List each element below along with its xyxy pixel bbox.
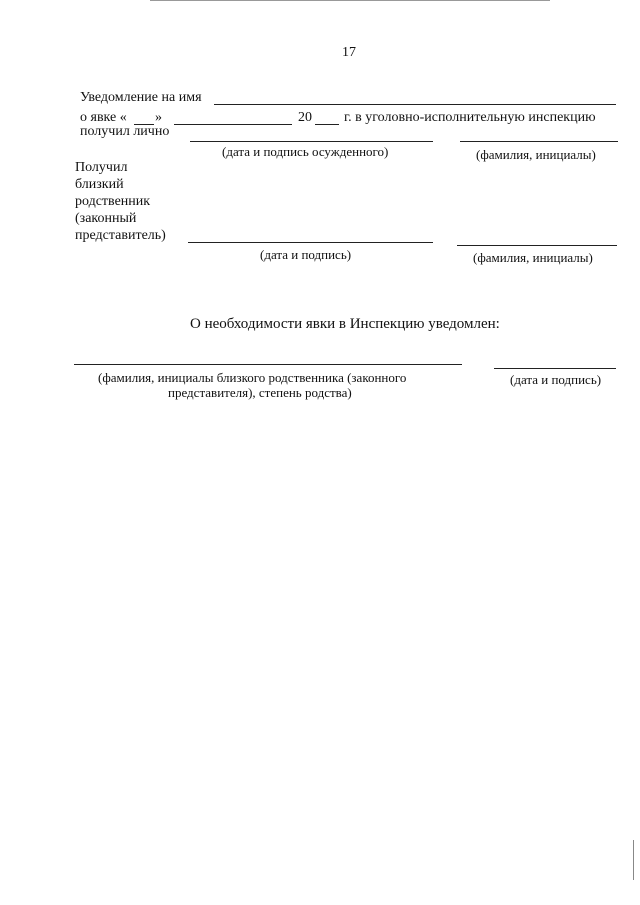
caption-date-sign: (дата и подпись) bbox=[260, 247, 352, 262]
scan-edge-mark bbox=[633, 840, 634, 880]
appear-prefix: о явке « bbox=[80, 110, 127, 125]
appear-month-field[interactable] bbox=[174, 124, 292, 125]
caption-relative-line2: представителя), степень родства) bbox=[168, 385, 352, 400]
relative-label-1: Получил bbox=[75, 160, 128, 175]
relative-name-field[interactable] bbox=[457, 245, 617, 246]
notified-heading: О необходимости явки в Инспекцию уведомлен: bbox=[190, 316, 500, 332]
received-personally: получил лично bbox=[80, 124, 170, 139]
convicted-name-field[interactable] bbox=[460, 141, 618, 142]
relative-label-2: близкий bbox=[75, 177, 124, 192]
appear-quote-close: » bbox=[155, 110, 162, 125]
notice-name-field[interactable] bbox=[214, 104, 616, 105]
top-edge-line bbox=[150, 0, 550, 1]
caption-surname-initials: (фамилия, инициалы) bbox=[476, 147, 596, 162]
relative-sign-field[interactable] bbox=[188, 242, 433, 243]
convicted-sign-field[interactable] bbox=[190, 141, 433, 142]
caption-date-sign-convicted: (дата и подпись осужденного) bbox=[222, 144, 389, 159]
relative-label-4: (законный bbox=[75, 211, 137, 226]
caption-surname-initials-2: (фамилия, инициалы) bbox=[473, 250, 593, 265]
relative-label-5: представитель) bbox=[75, 228, 166, 243]
caption-relative-line1: (фамилия, инициалы близкого родственника (законного bbox=[98, 370, 407, 385]
appear-year-prefix: 20 bbox=[298, 110, 312, 125]
appear-year-field[interactable] bbox=[315, 124, 339, 125]
page-number: 17 bbox=[342, 45, 356, 60]
relative-details-field[interactable] bbox=[74, 364, 462, 365]
relative-date-sign-field[interactable] bbox=[494, 368, 616, 369]
relative-label-3: родственник bbox=[75, 194, 151, 209]
appear-suffix: г. в уголовно-исполнительную инспекцию bbox=[344, 110, 596, 125]
notice-label: Уведомление на имя bbox=[80, 90, 202, 105]
caption-date-sign-2: (дата и подпись) bbox=[510, 372, 602, 387]
